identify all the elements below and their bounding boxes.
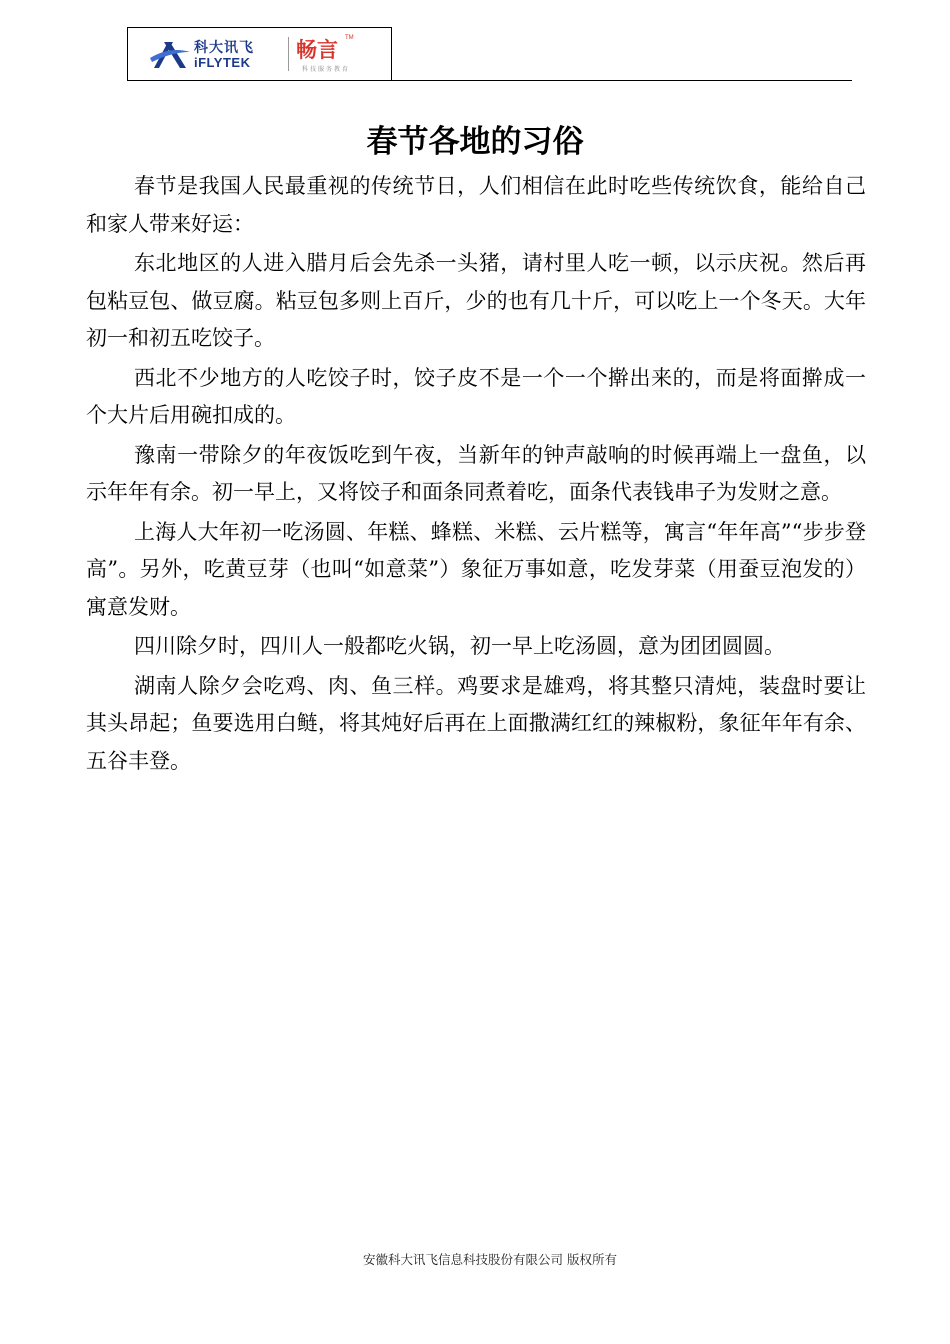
header-logo — [127, 27, 392, 80]
header-rule — [127, 80, 852, 81]
paragraph: 湖南人除夕会吃鸡、肉、鱼三样。鸡要求是雄鸡，将其整只清炖，装盘时要让其头昂起；鱼要选用白鲢，将其炖好后再在上面撒满红红的辣椒粉，象征年年有余、五谷丰登。 — [86, 673, 866, 773]
logo-divider — [288, 37, 289, 71]
document-body — [86, 168, 866, 780]
logo-company-en: iFLYTEK — [194, 55, 251, 70]
iflytek-logo-icon — [150, 38, 190, 72]
page-title: 春节各地的习俗 — [366, 124, 584, 160]
logo-trademark: TM — [345, 35, 354, 41]
paragraph: 春节是我国人民最重视的传统节日，人们相信在此时吃些传统饮食，能给自己和家人带来好运： — [86, 174, 866, 236]
paragraph: 四川除夕时，四川人一般都吃火锅，初一早上吃汤圆，意为团团圆圆。 — [134, 634, 785, 658]
paragraph: 西北不少地方的人吃饺子时，饺子皮不是一个一个擀出来的，而是将面擀成一个大片后用碗扣成的。 — [86, 365, 866, 427]
paragraph: 豫南一带除夕的年夜饭吃到午夜，当新年的钟声敲响的时候再端上一盘鱼，以示年年有余。初一早上，又将饺子和面条同煮着吃，面条代表钱串子为发财之意。 — [86, 442, 866, 504]
footer-copyright: 安徽科大讯飞信息科技股份有限公司 版权所有 — [363, 1252, 617, 1267]
paragraph: 东北地区的人进入腊月后会先杀一头猪，请村里人吃一顿，以示庆祝。然后再包粘豆包、做豆腐。粘豆包多则上百斤，少的也有几十斤，可以吃上一个冬天。大年初一和初五吃饺子。 — [86, 251, 866, 350]
logo-tagline: 科技服务教育 — [302, 66, 351, 73]
logo-company-cn: 科大讯飞 — [194, 39, 254, 55]
logo-product-name: 畅言 — [296, 38, 338, 62]
paragraph: 上海人大年初一吃汤圆、年糕、蜂糕、米糕、云片糕等，寓言“年年高”“步步登高”。另外，吃黄豆芽（也叫“如意菜”）象征万事如意，吃发芽菜（用蚕豆泡发的）寓意发财。 — [86, 519, 866, 619]
